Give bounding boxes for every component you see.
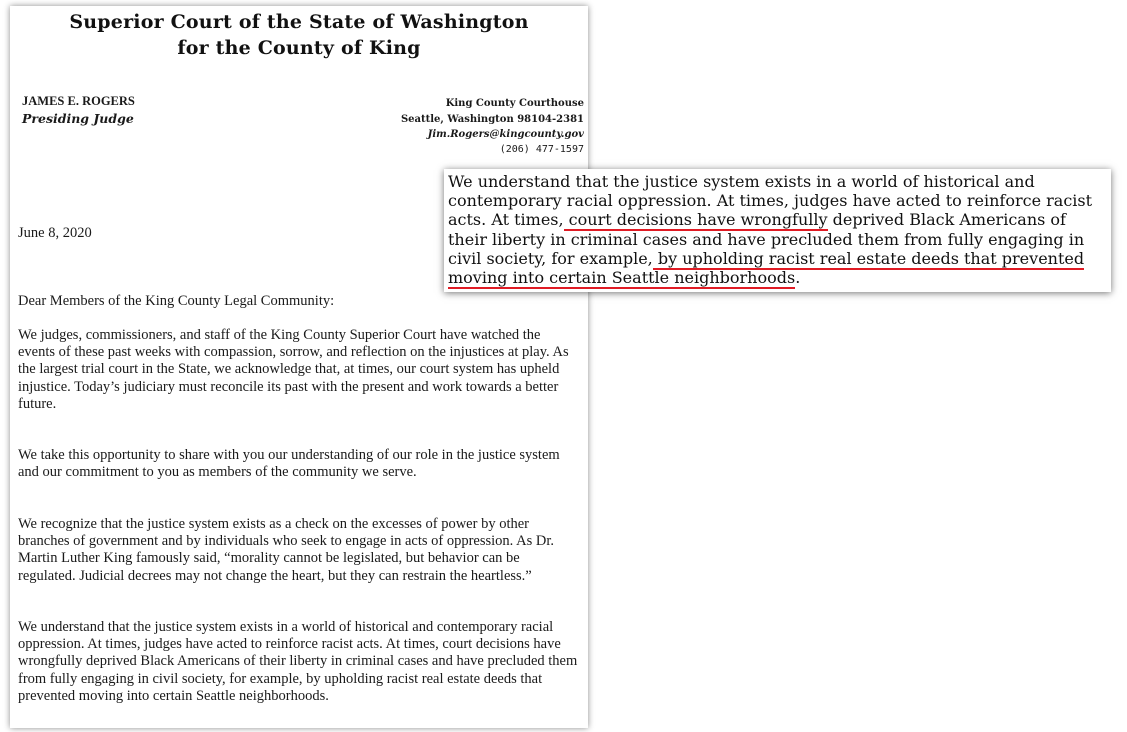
court-title-line1: Superior Court of the State of Washington bbox=[69, 11, 529, 33]
paragraph-1: We judges, commissioners, and staff of the King County Superior Court have watched the events of these past weeks with compassion, sorrow, and reflection on the injustices at play. As the largest trial court in the State, we acknowledge that, at times, our court system has upheld injustice. Today’s judiciary must reconcile its past with the present and work towards a better future. bbox=[18, 327, 569, 412]
highlight-neighborhoods: moving into certain Seattle neighborhoods bbox=[448, 268, 796, 288]
highlight-racist-deeds: by upholding racist real estate deeds that prevented bbox=[652, 248, 1085, 268]
letter-date: June 8, 2020 bbox=[18, 225, 92, 241]
excerpt-line-6-end: . bbox=[795, 268, 801, 288]
excerpt-line-3-start: acts. At times, bbox=[448, 210, 564, 230]
letter-page bbox=[10, 6, 588, 728]
salutation: Dear Members of the King County Legal Community: bbox=[18, 293, 335, 309]
excerpt-line-3-end: deprived Black Americans of bbox=[827, 210, 1066, 230]
judge-title: Presiding Judge bbox=[22, 111, 134, 126]
paragraph-4: We understand that the justice system exists in a world of historical and contemporary racial oppression. At times, judges have acted to reinforce racist acts. At times, court decisions have wrongfully deprived Black Americans of their liberty in criminal cases and have precluded them from fully engaging in civil society, for example, by upholding racist real estate deeds that prevented moving into certain Seattle neighborhoods. bbox=[18, 619, 578, 704]
excerpt-line-1: We understand that the justice system exists in a world of historical and bbox=[448, 172, 1035, 191]
judge-name: JAMES E. ROGERS bbox=[22, 94, 135, 108]
courthouse-name: King County Courthouse bbox=[445, 98, 584, 109]
judge-email: Jim.Rogers@kingcounty.gov bbox=[427, 129, 584, 140]
zoomed-excerpt-text bbox=[448, 172, 1108, 287]
excerpt-line-4: their liberty in criminal cases and have precluded them from fully engaging in bbox=[448, 229, 1085, 249]
excerpt-line-5-start: civil society, for example, bbox=[448, 248, 653, 268]
court-title-line2: for the County of King bbox=[177, 37, 421, 59]
courthouse-city: Seattle, Washington 98104-2381 bbox=[400, 114, 584, 125]
excerpt-line-2: contemporary racial oppression. At times, judges have acted to reinforce racist bbox=[448, 191, 1093, 211]
judge-phone: (206) 477-1597 bbox=[499, 144, 584, 155]
paragraph-2: We take this opportunity to share with you our understanding of our role in the justice system and our commitment to you as members of the community we serve. bbox=[18, 447, 560, 481]
highlight-court-decisions: court decisions have wrongfully bbox=[563, 210, 828, 230]
zoomed-excerpt bbox=[444, 169, 1111, 292]
paragraph-3: We recognize that the justice system exists as a check on the excesses of power by other branches of government and by individuals who seek to engage in acts of oppression. As Dr. Martin Luther King famously said, “morality cannot be legislated, but behavior can be regulated. Judicial decrees may not change the heart, but they can restrain the heartless.” bbox=[18, 516, 554, 584]
